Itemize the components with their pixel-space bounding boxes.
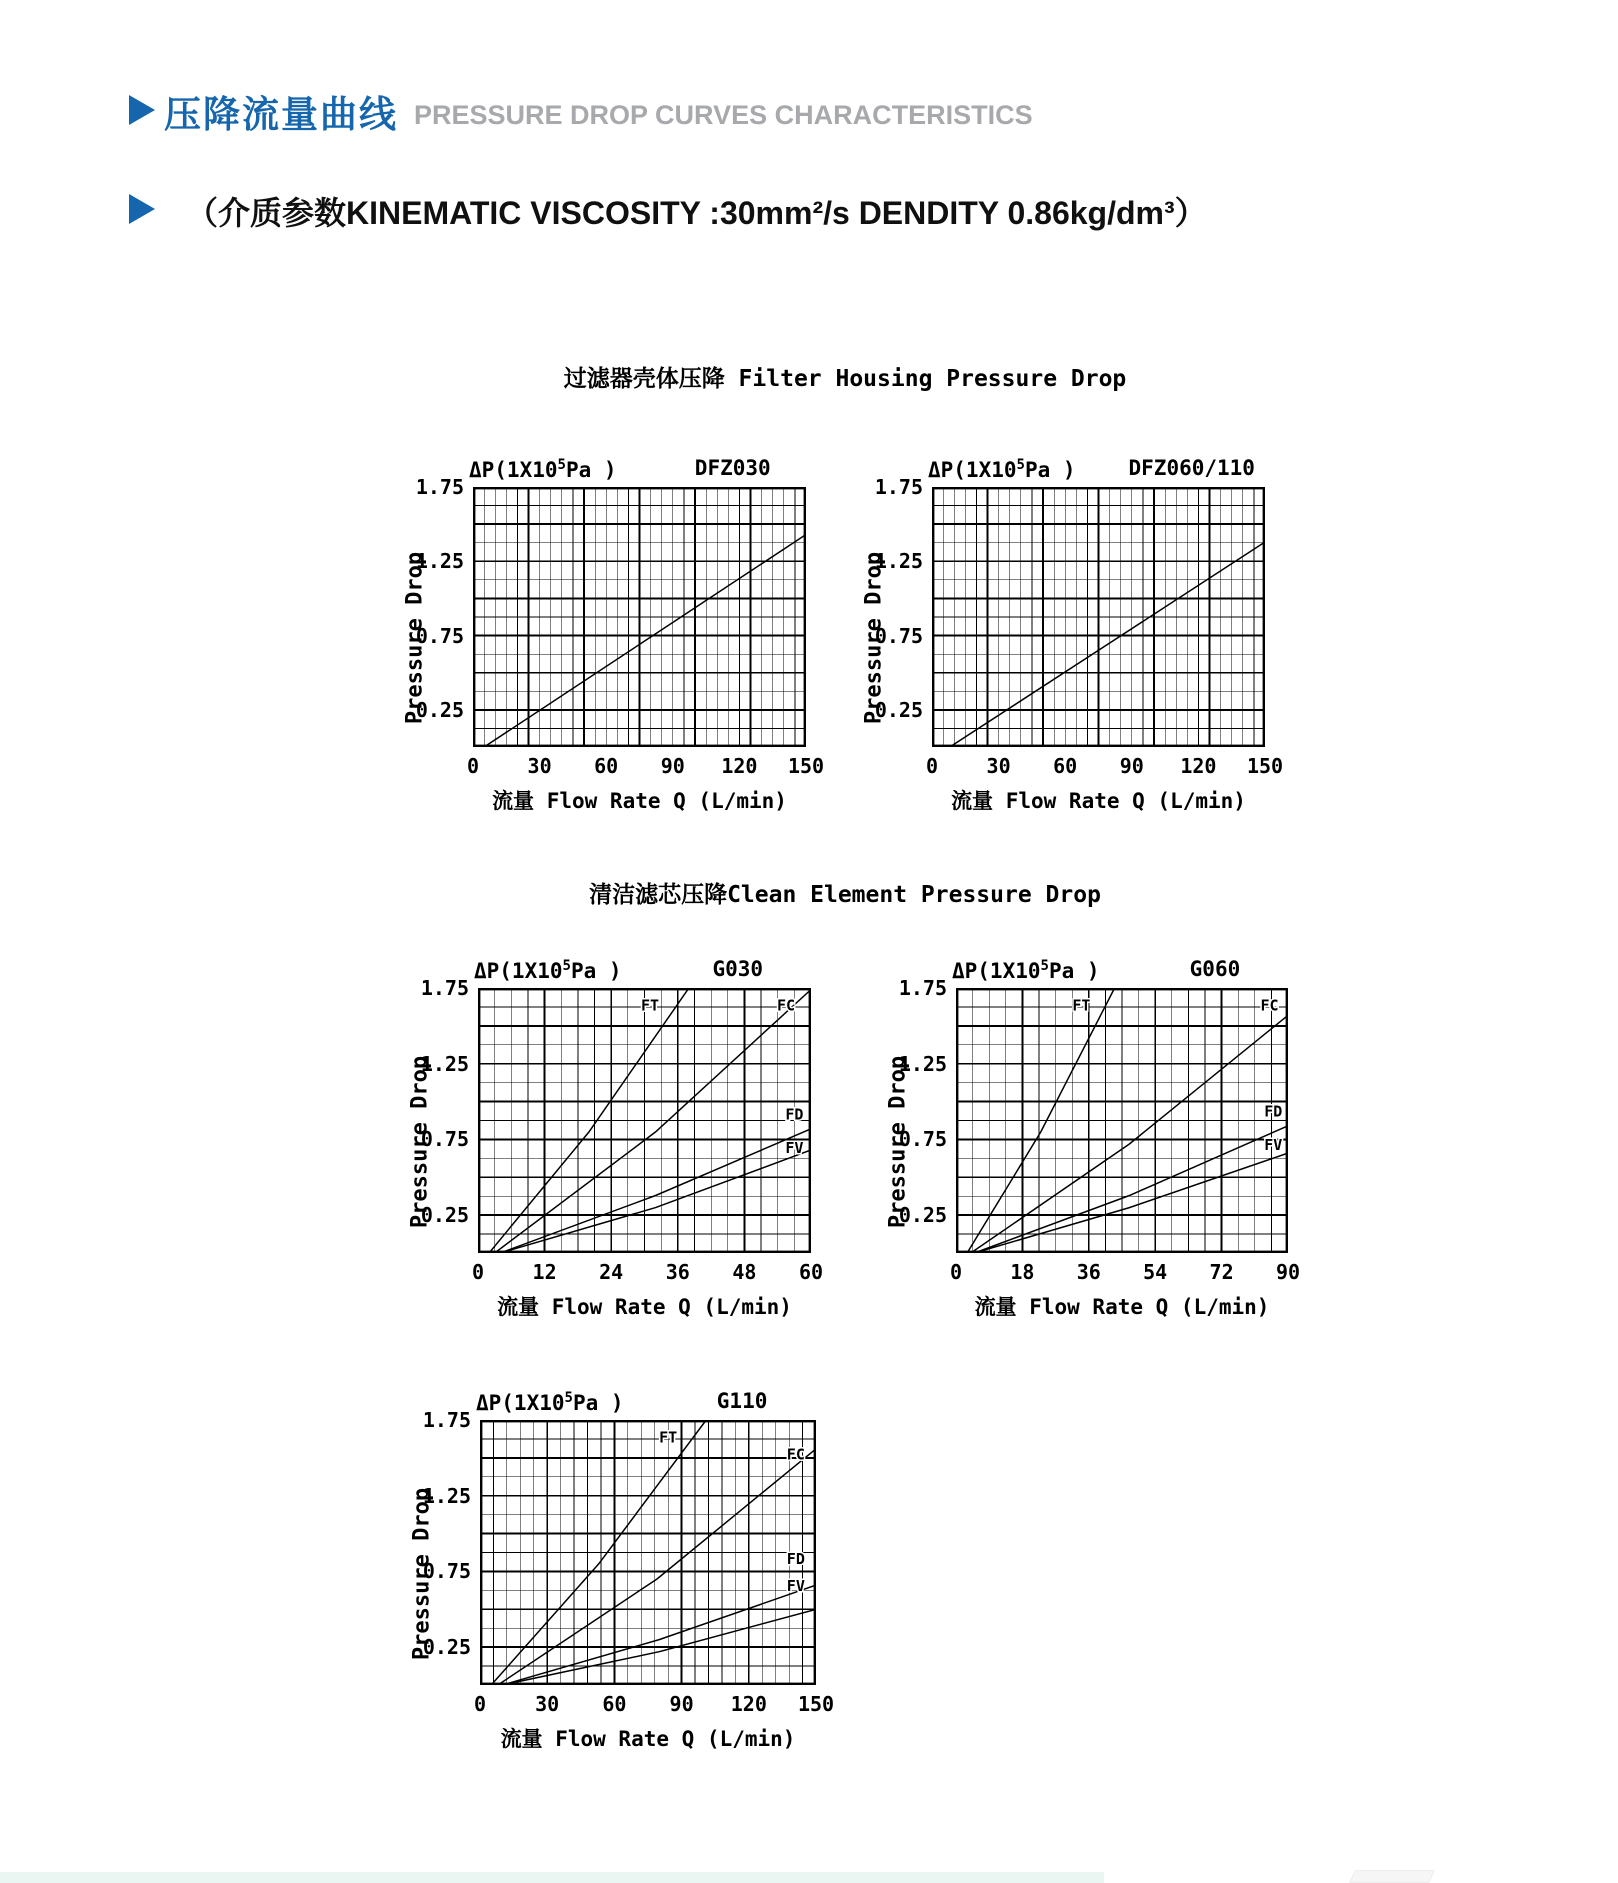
y-tick-label: 0.75	[874, 623, 923, 648]
series-label-FT: FT	[641, 996, 660, 1015]
dp-label-post: Pa )	[572, 1391, 624, 1415]
delta-p-axis-label	[928, 458, 1076, 482]
x-tick-label: 0	[949, 1260, 963, 1284]
x-tick-label: 60	[798, 1260, 824, 1284]
y-tick-label: 1.75	[898, 976, 947, 1000]
x-tick-label: 18	[1010, 1260, 1035, 1284]
series-label-FD: FD	[785, 1105, 804, 1124]
dp-label-post: Pa )	[1048, 959, 1100, 983]
plot-grid	[480, 1420, 816, 1685]
series-FD	[502, 1585, 816, 1685]
y-tick-label: 0.25	[422, 1635, 471, 1660]
x-tick-label: 120	[1180, 754, 1217, 778]
plot-grid	[956, 988, 1288, 1253]
y-tick-label: 1.25	[422, 1483, 471, 1508]
dp-label-post: Pa )	[570, 959, 622, 983]
x-tick-label: 24	[599, 1260, 624, 1284]
series-label-FT: FT	[1072, 996, 1091, 1015]
x-tick-label: 120	[721, 754, 758, 778]
y-axis-title: Pressure Drop	[885, 1055, 911, 1228]
x-tick-label: 150	[797, 1692, 835, 1716]
dp-label-pre: ΔP(1X10	[476, 1391, 565, 1415]
media-parameters-subtitle: （介质参数KINEMATIC VISCOSITY :30mm²/s DENDITY 0.86kg/dm³）	[186, 195, 1207, 231]
x-tick-label: 30	[535, 1692, 560, 1716]
dp-label-pre: ΔP(1X10	[952, 959, 1041, 983]
page-title-en: PRESSURE DROP CURVES CHARACTERISTICS	[414, 100, 1033, 130]
x-tick-label: 150	[787, 754, 825, 778]
delta-p-axis-label	[952, 959, 1100, 983]
series-housing-drop	[950, 542, 1265, 747]
series-FV	[974, 1153, 1288, 1253]
page-title-cn: 压降流量曲线	[164, 94, 398, 135]
x-tick-label: 120	[730, 1692, 767, 1716]
footer-mark	[1349, 1870, 1435, 1883]
series-label-FV: FV	[1264, 1136, 1283, 1155]
y-tick-label: 0.75	[898, 1127, 947, 1152]
plot-grid	[478, 988, 811, 1253]
series-label-FD: FD	[1264, 1102, 1283, 1121]
x-axis-title: 流量 Flow Rate Q (L/min)	[497, 1295, 792, 1319]
x-tick-label: 30	[527, 754, 552, 778]
dp-label-pre: ΔP(1X10	[469, 458, 558, 482]
dp-label-sup: 5	[557, 457, 566, 473]
y-tick-label: 1.75	[874, 475, 923, 499]
series-FV	[500, 1150, 811, 1253]
series-label-FC: FC	[1260, 996, 1279, 1015]
y-tick-label: 1.25	[415, 549, 464, 574]
chart-title: G060	[1189, 957, 1241, 981]
plot-grid	[473, 487, 806, 747]
y-tick-label: 0.25	[420, 1203, 469, 1228]
x-tick-label: 60	[602, 1692, 627, 1716]
y-axis-title: Pressure Drop	[402, 551, 428, 724]
y-tick-label: 1.25	[420, 1051, 469, 1076]
series-label-FC: FC	[786, 1445, 805, 1464]
y-tick-label: 0.75	[420, 1127, 469, 1152]
series-FC	[495, 990, 811, 1254]
y-axis-title: Pressure Drop	[861, 551, 887, 724]
x-tick-label: 72	[1209, 1260, 1234, 1284]
y-tick-label: 0.25	[898, 1203, 947, 1228]
x-tick-label: 90	[1119, 754, 1144, 778]
delta-p-axis-label	[469, 458, 617, 482]
x-tick-label: 90	[669, 1692, 694, 1716]
y-tick-label: 1.75	[420, 976, 469, 1000]
y-tick-label: 1.75	[422, 1408, 471, 1432]
x-tick-label: 0	[466, 754, 480, 778]
x-tick-label: 60	[594, 754, 619, 778]
blue-arrow-icon	[129, 95, 155, 125]
x-tick-label: 48	[732, 1260, 757, 1284]
series-label-FV: FV	[785, 1139, 804, 1158]
y-tick-label: 0.75	[422, 1559, 471, 1584]
plot-grid	[932, 487, 1265, 747]
x-tick-label: 54	[1143, 1260, 1168, 1284]
x-tick-label: 90	[660, 754, 685, 778]
x-axis-title: 流量 Flow Rate Q (L/min)	[951, 789, 1246, 813]
x-tick-label: 0	[473, 1692, 487, 1716]
series-FC	[498, 1449, 816, 1685]
y-tick-label: 1.25	[898, 1051, 947, 1076]
x-tick-label: 12	[532, 1260, 557, 1284]
dp-label-sup: 5	[1040, 958, 1049, 974]
dp-label-post: Pa )	[565, 458, 617, 482]
y-axis-title: Pressure Drop	[407, 1055, 433, 1228]
x-axis-title: 流量 Flow Rate Q (L/min)	[492, 789, 787, 813]
x-axis-title: 流量 Flow Rate Q (L/min)	[974, 1295, 1270, 1319]
section-title-element: 清洁滤芯压降Clean Element Pressure Drop	[589, 882, 1101, 908]
y-tick-label: 0.75	[415, 623, 464, 648]
x-tick-label: 36	[665, 1260, 690, 1284]
x-tick-label: 36	[1076, 1260, 1101, 1284]
series-label-FC: FC	[776, 996, 796, 1015]
y-axis-title: Pressure Drop	[409, 1487, 435, 1660]
series-label-FV: FV	[786, 1577, 805, 1596]
y-tick-label: 0.25	[874, 697, 923, 722]
x-tick-label: 0	[471, 1260, 485, 1284]
delta-p-axis-label	[474, 959, 622, 983]
dp-label-sup: 5	[1016, 457, 1025, 473]
series-housing-drop	[484, 535, 806, 748]
series-label-FD: FD	[786, 1549, 805, 1568]
x-tick-label: 60	[1053, 754, 1078, 778]
y-tick-label: 1.25	[874, 549, 923, 574]
dp-label-pre: ΔP(1X10	[474, 959, 563, 983]
series-label-FT: FT	[659, 1428, 678, 1447]
x-tick-label: 30	[986, 754, 1011, 778]
blue-arrow-icon	[129, 194, 155, 224]
x-tick-label: 0	[925, 754, 939, 778]
chart-title: G110	[716, 1389, 768, 1413]
chart-title: DFZ060/110	[1128, 456, 1255, 480]
y-tick-label: 1.75	[415, 475, 464, 499]
dp-label-sup: 5	[564, 1390, 573, 1406]
y-tick-label: 0.25	[415, 697, 464, 722]
dp-label-post: Pa )	[1024, 458, 1076, 482]
x-tick-label: 150	[1246, 754, 1284, 778]
chart-title: DFZ030	[694, 456, 771, 480]
x-tick-label: 90	[1275, 1260, 1301, 1284]
footer-accent-bar	[0, 1872, 1104, 1883]
series-FC	[971, 1015, 1288, 1253]
delta-p-axis-label	[476, 1391, 624, 1415]
dp-label-sup: 5	[562, 958, 571, 974]
section-title-housing: 过滤器壳体压降 Filter Housing Pressure Drop	[563, 366, 1127, 392]
dp-label-pre: ΔP(1X10	[928, 458, 1017, 482]
x-axis-title: 流量 Flow Rate Q (L/min)	[500, 1727, 796, 1751]
chart-title: G030	[712, 957, 764, 981]
